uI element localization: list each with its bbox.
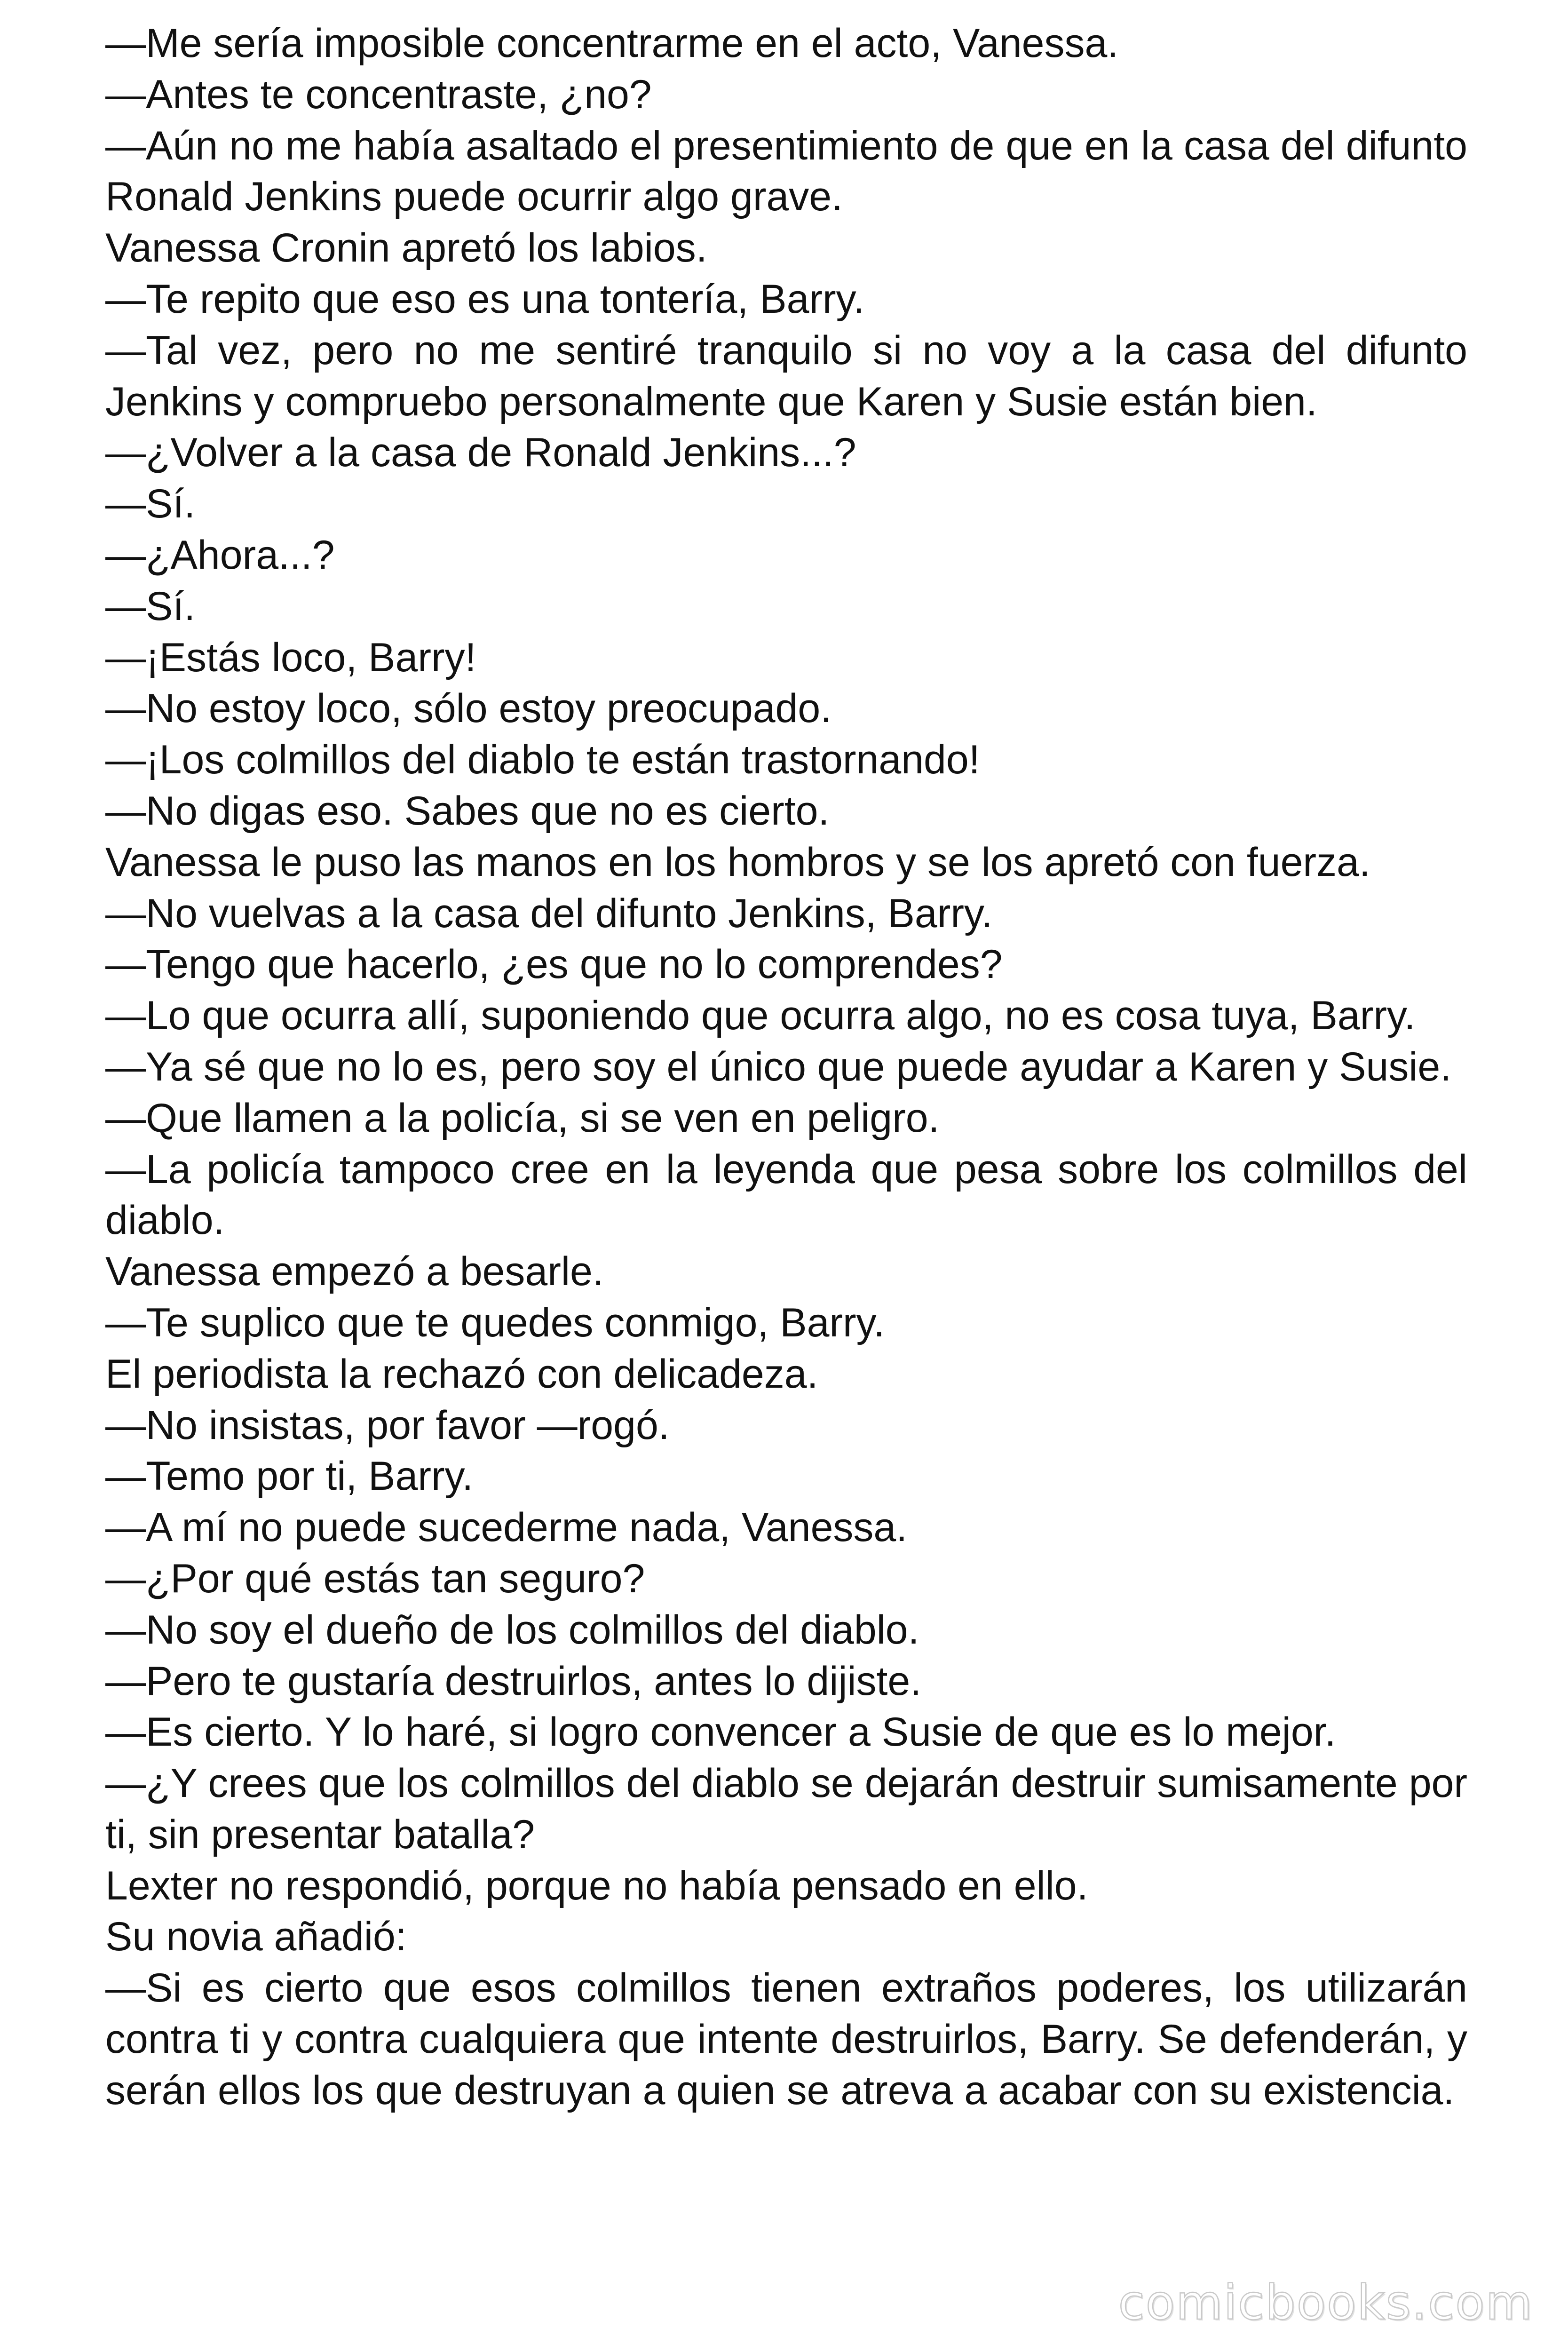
paragraph: —Si es cierto que esos colmillos tienen extraños poderes, los utilizarán contra ti y contra cualquiera que intente destruirlos, Barry. Se defenderán, y serán ellos los que destruyan a quien se atreva a acabar con su existencia.: [105, 1965, 1467, 2113]
paragraph: Vanessa Cronin apretó los labios.: [105, 225, 707, 271]
paragraph: —No digas eso. Sabes que no es cierto.: [105, 788, 830, 834]
paragraph: Vanessa le puso las manos en los hombros y se los apretó con fuerza.: [105, 839, 1370, 885]
paragraph: Vanessa empezó a besarle.: [105, 1249, 604, 1295]
paragraph: —La policía tampoco cree en la leyenda que pesa sobre los colmillos del diablo.: [105, 1146, 1467, 1243]
paragraph: Lexter no respondió, porque no había pensado en ello.: [105, 1863, 1088, 1908]
paragraph: —Te repito que eso es una tontería, Barry.: [105, 276, 865, 322]
paragraph: —¿Ahora...?: [105, 532, 335, 578]
paragraph: —Lo que ocurra allí, suponiendo que ocurra algo, no es cosa tuya, Barry.: [105, 993, 1416, 1039]
paragraph: —Es cierto. Y lo haré, si logro convencer a Susie de que es lo mejor.: [105, 1709, 1336, 1755]
watermark: comicbooks.com: [1118, 2275, 1533, 2331]
paragraph: —Aún no me había asaltado el presentimiento de que en la casa del difunto Ronald Jenkins puede ocurrir algo grave.: [105, 123, 1467, 220]
paragraph: —Antes te concentraste, ¿no?: [105, 72, 652, 117]
paragraph: —Pero te gustaría destruirlos, antes lo dijiste.: [105, 1658, 922, 1704]
paragraph: —¡Los colmillos del diablo te están trastornando!: [105, 737, 980, 783]
paragraph: Su novia añadió:: [105, 1914, 407, 1960]
paragraph: —Te suplico que te quedes conmigo, Barry.: [105, 1300, 885, 1345]
paragraph: —Que llamen a la policía, si se ven en peligro.: [105, 1095, 940, 1141]
paragraph: —¡Estás loco, Barry!: [105, 635, 476, 680]
paragraph: —Me sería imposible concentrarme en el acto, Vanessa.: [105, 21, 1119, 66]
document-page: [105, 18, 1467, 2116]
paragraph: —A mí no puede sucederme nada, Vanessa.: [105, 1505, 908, 1550]
paragraph: —Sí.: [105, 481, 196, 527]
paragraph: —Tal vez, pero no me sentiré tranquilo si no voy a la casa del difunto Jenkins y compruebo personalmente que Karen y Susie están bien.: [105, 327, 1467, 424]
paragraph: —¿Volver a la casa de Ronald Jenkins...?: [105, 430, 856, 476]
paragraph: —¿Por qué estás tan seguro?: [105, 1556, 645, 1601]
paragraph: —Sí.: [105, 583, 196, 629]
paragraph: —No insistas, por favor —rogó.: [105, 1402, 670, 1448]
paragraph: —Ya sé que no lo es, pero soy el único que puede ayudar a Karen y Susie.: [105, 1044, 1452, 1089]
paragraph: —Temo por ti, Barry.: [105, 1454, 474, 1499]
paragraph: —No vuelvas a la casa del difunto Jenkins, Barry.: [105, 890, 993, 936]
paragraph: —No estoy loco, sólo estoy preocupado.: [105, 686, 832, 731]
paragraph: —¿Y crees que los colmillos del diablo se dejarán destruir sumisamente por ti, sin presentar batalla?: [105, 1761, 1467, 1857]
paragraph: —No soy el dueño de los colmillos del diablo.: [105, 1607, 919, 1653]
paragraph: El periodista la rechazó con delicadeza.: [105, 1351, 818, 1397]
paragraph: —Tengo que hacerlo, ¿es que no lo comprendes?: [105, 942, 1003, 987]
